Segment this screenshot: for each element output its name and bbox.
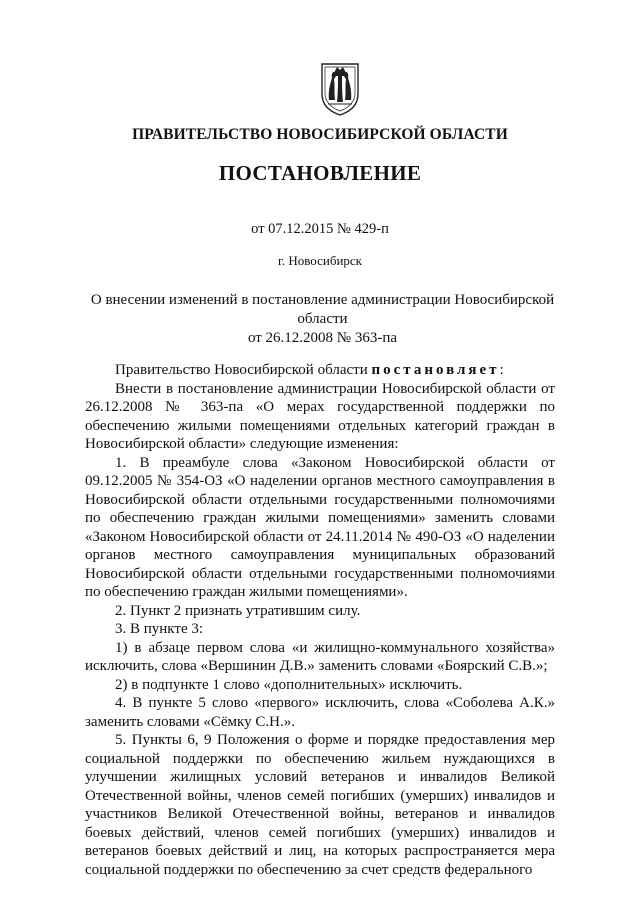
body-paragraph: 1) в абзаце первом слова «и жилищно-коммунального хозяйства» исключить, слова «Вершинин Д.В.» заменить словами «Боярский С.В.»; [85, 639, 555, 674]
document-body [85, 361, 555, 879]
document-type-title: ПОСТАНОВЛЕНИЕ [218, 161, 422, 185]
body-paragraph: 2. Пункт 2 признать утратившим силу. [115, 602, 361, 619]
decree-intro-suffix: : [499, 362, 504, 378]
coat-of-arms-icon [319, 62, 361, 116]
body-paragraph: 5. Пункты 6, 9 Положения о форме и порядке предоставления мер социальной поддержки по обеспечению жильем нуждающихся в улучшении жилищных условий ветеранов и инвалидов Великой Отечественной войны, членов семей погибших (умерших) инвалидов и участников Великой Отечественной войны, ветеранов и инвалидов боевых действий, членов семей погибших (умерших) инвалидов и ветеранов боевых действий и лиц, на которых распространяется мера социальной поддержки по обеспечению за счет средств федерального [85, 732, 555, 878]
document-city: г. Новосибирск [277, 253, 362, 268]
decree-keyword: постановляет [371, 362, 500, 378]
decree-intro [85, 361, 555, 380]
body-paragraph: 3. В пункте 3: [115, 621, 204, 637]
organization-title: ПРАВИТЕЛЬСТВО НОВОСИБИРСКОЙ ОБЛАСТИ [132, 126, 508, 143]
subject-line: О внесении изменений в постановление администрации Новосибирской области [90, 292, 555, 327]
body-paragraph: 4. В пункте 5 слово «первого» исключить, слова «Соболева А.К.» заменить словами «Сёмку С.Н.». [85, 695, 555, 730]
body-paragraph: Внести в постановление администрации Новосибирской области от 26.12.2008 № 363-па «О мерах государственной поддержки по обеспечению жилыми помещениями отдельных категорий граждан в Новосибирской области» следующие изменения: [85, 380, 555, 452]
document-date-number: от 07.12.2015 № 429-п [251, 221, 389, 237]
body-paragraph: 1. В преамбуле слова «Законом Новосибирской области от 09.12.2005 № 354-ОЗ «О наделении органов местного самоуправления в Новосибирской области отдельными государственными полномочиями по обеспечению граждан жилыми помещениями» заменить словами «Законом Новосибирской области от 24.11.2014 № 490-ОЗ «О наделении органов местного самоуправления муниципальных образований Новосибирской области отдельными государственными полномочиями по обеспечению граждан жилыми помещениями». [85, 454, 555, 600]
document-subject [85, 291, 560, 348]
body-paragraph: 2) в подпункте 1 слово «дополнительных» исключить. [115, 676, 463, 693]
subject-line: от 26.12.2008 № 363-па [247, 330, 398, 346]
decree-intro-prefix: Правительство Новосибирской области [115, 362, 372, 378]
